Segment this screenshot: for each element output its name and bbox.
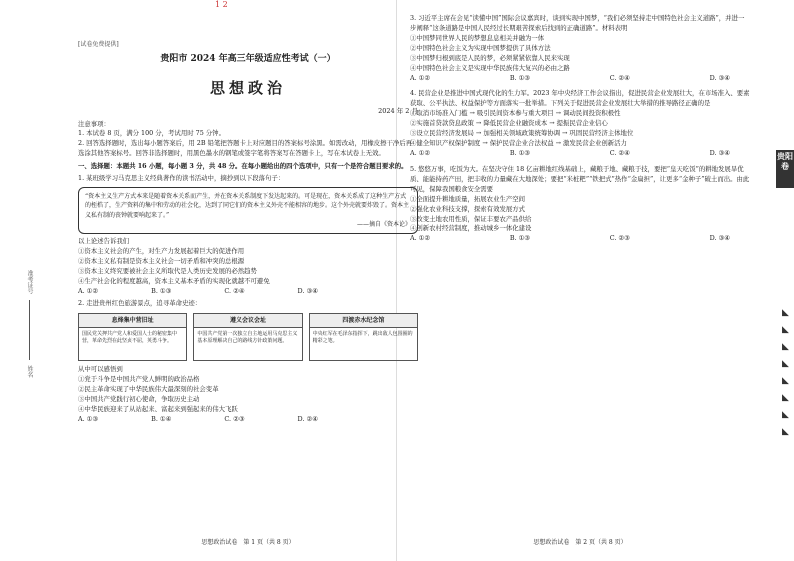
edge-mark-icon: ◣ [782,342,789,352]
sidebar-label-exam-no: 准考证号 [26,270,33,294]
q4-option-c: C. ②④ [609,148,630,157]
q4-option-a: A. ①② [410,148,431,157]
q1-quote: “资本主义生产方式本来是随着资本关系而产生，并在资本关系制度下发达起来的。可是现在，资本关系成了这种生产方式的桎梏了，生产资料的集中和劳动的社会化，达到了同它们的资本主义外壳不能相容的地步。这个外壳就要炸毁了。资本主义私有制的丧钟就要响起来了。” [85,193,410,219]
question-5 [410,165,750,244]
q2-option-c: C. ②③ [224,414,245,423]
side-tab: 贵阳卷 [776,150,794,188]
q4-item-4: ④健全知识产权保护制度 → 保护民营企业合法权益 → 激发民营企业创新活力 [410,139,627,148]
q1-item-1: ①资本主义社会的产生，对生产力发展起着巨大的促进作用 [78,247,245,256]
q1-item-2: ②资本主义私有制是资本主义社会一切矛盾和冲突的总根源 [78,257,245,266]
q5-option-b: B. ①③ [509,234,531,243]
q3-option-d: D. ③④ [709,73,730,82]
q2-option-a: A. ①③ [78,414,99,423]
q4-item-2: ②实施首贷款贷息政策 → 降低民营企业融资成本 → 提振民营企业信心 [410,119,608,128]
q2-panel-2-text: 中国共产党第一次独立自主地运用马克思主义基本原理解决自己的路线方针政策问题。 [197,331,298,345]
q2-panel-3 [309,313,418,361]
q5-option-a: A. ①② [410,234,431,243]
left-page-footer: 思想政治试卷 第 1 页（共 8 页） [201,538,295,546]
q3-item-4: ④中国特色社会主义是实现中华民族伟大复兴的必由之路 [410,63,570,72]
question-2 [78,299,418,425]
q2-option-d: D. ②④ [297,414,318,423]
notes [78,120,418,160]
q1-source: ——摘自《资本论》 [356,220,411,228]
q4-item-1: ①取消市场准入门槛 → 吸引民间资本参与重大项目 → 调动民间投资积极性 [410,109,621,118]
q2-panel-1-text: 国民党关押共产党人和爱国人士的秘密集中营，革命先烈在此坚贞不屈，英勇斗争。 [82,331,178,345]
q2-item-2: ②民主革命实现了中华民族伟大最深刻的社会变革 [78,384,219,393]
q2-panel-1-title: 息烽集中营旧址 [79,314,186,328]
edge-mark-icon: ◣ [782,376,789,386]
edge-mark-icon: ◣ [782,308,789,318]
right-page-footer: 思想政治试卷 第 2 页（共 8 页） [533,538,627,546]
q1-item-3: ③资本主义终究要被社会主义所取代是人类历史发展的必然趋势 [78,267,257,276]
q4-option-d: D. ③④ [709,148,730,157]
q2-panel-2 [193,313,302,361]
question-4 [410,89,750,158]
q2-panel-3-title: 四渡赤水纪念馆 [310,314,417,328]
q2-panels [78,313,418,361]
q1-stem: 1. 某班级学习马克思主义经典著作的读书活动中，摘抄到以下段落句子： [78,174,285,183]
top-mark: 1 2 [215,0,228,9]
q2-options [78,415,318,425]
q5-item-3: ③改变土地农用性质，保证丰要农产品供给 [410,214,532,223]
q3-item-2: ②中国特色社会主义为实现中国梦提供了具体方法 [410,43,551,52]
q2-panel-2-title: 遵义会议会址 [194,314,301,328]
binding-sidebar [20,270,34,378]
q2-item-3: ③中国共产党践行初心使命，争取历史主动 [78,394,200,403]
q2-item-1: ①党于斗争是中国共产党人鲜明的政治品格 [78,374,200,383]
notes-title: 注意事项： [78,119,110,128]
q1-options [78,287,318,297]
q5-item-2: ②强化农业科技支撑，探索有效发展方式 [410,204,526,213]
sidebar-label-name: 姓名 [26,365,33,378]
q5-item-1: ①全面提升耕地质量，拓展农业生产空间 [410,194,526,203]
q3-stem: 3. 习近平主席在会见“读懂中国”国际会议嘉宾时，谈到实现中国梦，“我们必须坚持走中国特色社会主义道路”，并进一步阐释“这条道路是中国人民经过长期艰苦探索后找到的正确道路”。材料表明 [410,14,745,32]
q5-option-d: D. ③④ [709,234,730,243]
right-page [410,10,750,545]
q1-option-c: C. ②④ [224,286,245,295]
q2-stem: 2. 走进贵州红色旅游景点，追寻革命史迹： [78,298,202,307]
question-1 [78,174,418,297]
question-3 [410,14,750,83]
note-1: 1. 本试卷 8 页，满分 100 分，考试用时 75 分钟。 [78,129,225,138]
q2-lead: 从中可以感悟到 [78,365,123,374]
q5-stem: 5. 悠悠万事，吃饭为大。在坚决守住 18 亿亩耕地红线基础上，藏粮于地、藏粮于技，要把“皇天吃饭”的耕地发展旱优质、能能持药产田，把丰收的力量藏在大地深处；要把“米桩粑”“铁把式”热作“金扁担”，让更多“金种子”破土而出。由此可见，保障我国粮食安全需要 [410,164,750,193]
exam-title: 贵阳市 2024 年高三年级适应性考试（一） [160,54,336,65]
q5-options [410,234,730,244]
q1-quote-box [78,187,418,234]
q5-item-4: ④创新农村经营制度，推动城乡一体化建设 [410,224,532,233]
edge-mark-icon: ◣ [782,427,789,437]
q2-option-b: B. ①④ [151,414,172,423]
q4-item-3: ③设立民营经济发展局 → 加强相关领域政策统筹协调 → 巩固民营经济主体地位 [410,129,634,138]
q4-option-b: B. ①③ [509,148,531,157]
edge-mark-icon: ◣ [782,325,789,335]
q2-item-4: ④中华民族迎来了从站起来、富起来到强起来的伟大飞跃 [78,404,238,413]
q1-item-4: ④生产社会化的程度越高，资本主义基本矛盾的实现化就越不可避免 [78,276,270,285]
edge-marks [782,308,794,444]
q3-item-1: ①中国梦同世界人民的梦想息息相关并融为一体 [410,33,545,42]
q4-options [410,149,730,159]
left-page [78,10,418,545]
edge-mark-icon: ◣ [782,410,789,420]
section-heading: 一、选择题：本题共 16 小题，每小题 3 分，共 48 分。在每小题给出的四个选项中，只有一个是符合题目要求的。 [78,162,408,171]
q2-panel-1 [78,313,187,361]
exam-date: 2024 年 2 月 [378,107,418,116]
q3-option-a: A. ①② [410,73,431,82]
edge-mark-icon: ◣ [782,359,789,369]
sidebar-blank [29,300,30,360]
q5-option-c: C. ②③ [609,234,630,243]
q3-options [410,74,730,84]
note-2: 2. 回答选择题时，选出每小题答案后，用 2B 铅笔把答题卡上对应题目的答案标号涂黑。如需改动，用橡皮擦干净后再选涂其他答案标号。回答非选择题时，用黑色墨水的钢笔或签字笔将答案写在答题卡上，写在本试卷上无效。 [78,139,413,158]
edge-mark-icon: ◣ [782,393,789,403]
q1-lead: 以上论述告诉我们 [78,237,130,246]
q3-item-3: ③中国梦归根到底是人民的梦，必须紧紧依靠人民来实现 [410,53,570,62]
q1-option-d: D. ③④ [297,286,318,295]
free-tag: [试卷免费提供] [78,41,119,48]
q1-option-a: A. ①② [78,286,99,295]
q4-stem: 4. 民营企业是推进中国式现代化的生力军。2023 年中央经济工作会议指出，促进民营企业发展壮大，在市场准入、要素获取、公平执法、权益保护等方面落实一批举措。下列关于促进民营企业发展壮大举措的推导路径正确的是 [410,89,750,108]
q3-option-c: C. ②④ [609,73,630,82]
q3-option-b: B. ①③ [509,73,531,82]
subject-title: 思想政治 [209,79,286,98]
q2-panel-3-text: 中央红军在毛泽东指挥下，跳出敌人包围圈的精彩之笔。 [312,331,413,345]
q1-option-b: B. ①③ [151,286,172,295]
